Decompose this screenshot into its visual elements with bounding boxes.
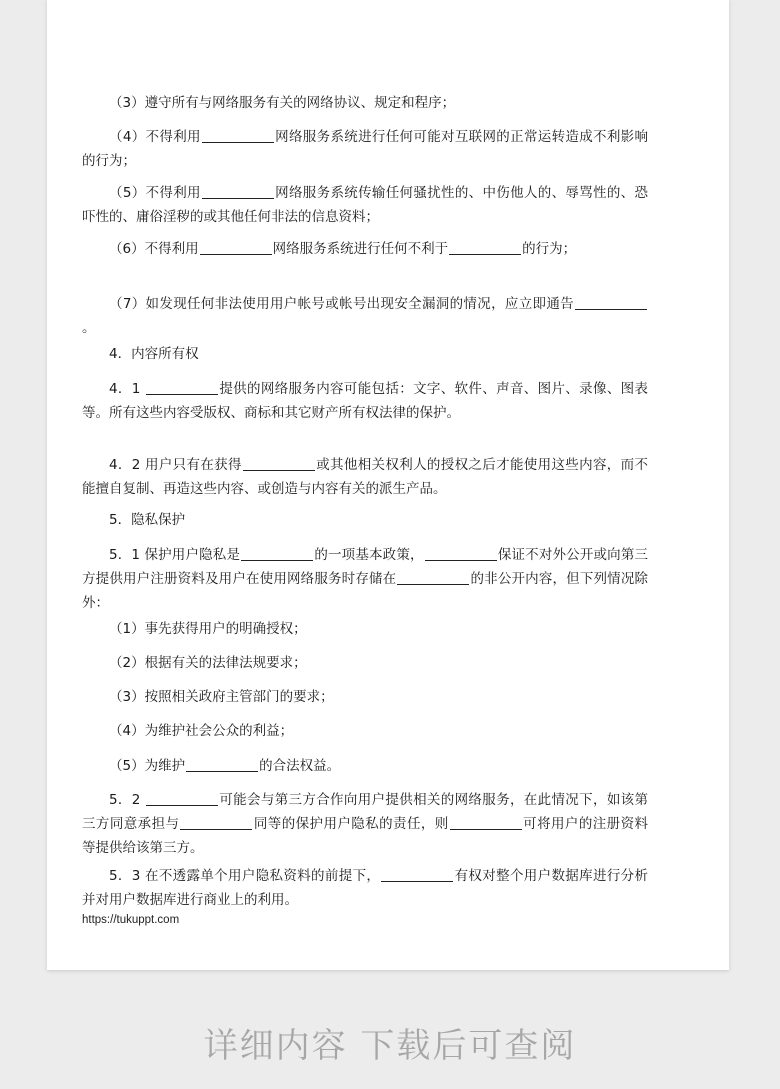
fill-in-blank	[186, 755, 258, 772]
paragraph-text: 5．2	[109, 792, 145, 808]
fill-in-blank	[241, 544, 313, 561]
paragraph-text: 的非公开内容，但下列情况除外：	[82, 571, 649, 611]
paragraph	[82, 864, 648, 912]
fill-in-blank	[381, 865, 453, 882]
fill-in-blank	[425, 544, 497, 561]
paragraph-text: （5）不得利用	[109, 185, 201, 201]
paragraph-text: （3）按照相关政府主管部门的要求；	[109, 689, 334, 705]
paragraph-text: 网络服务系统进行任何可能对互联网的正常运转造成不利影响的行为；	[82, 129, 649, 169]
paragraph-text: （3）遵守所有与网络服务有关的网络协议、规定和程序；	[109, 95, 456, 111]
paragraph	[82, 377, 648, 425]
paragraph-text: 可将用户的注册资料等提供给该第三方。	[82, 816, 649, 856]
paragraph-text: 网络服务系统进行任何不利于	[272, 241, 449, 257]
source-url[interactable]: https://tukuppt.com	[82, 914, 180, 926]
paragraph	[82, 453, 648, 501]
paragraph-text: 提供的网络服务内容可能包括：文字、软件、声音、图片、录像、图表等。所有这些内容受版权、商标和其它财产所有权法律的保护。	[82, 381, 648, 421]
fill-in-blank	[146, 378, 218, 395]
paragraph-text: 的合法权益。	[259, 758, 341, 774]
paragraph-text: 网络服务系统传输任何骚扰性的、中伤他人的、辱骂性的、恐吓性的、庸俗淫秽的或其他任何非法的信息资料；	[82, 185, 649, 225]
paragraph-text: 4．1	[109, 381, 145, 397]
fill-in-blank	[146, 789, 218, 806]
paragraph	[82, 651, 648, 675]
paragraph-text: 的一项基本政策，	[314, 547, 424, 563]
paragraph-text: 5．1 保护用户隐私是	[109, 547, 241, 563]
paragraph	[82, 788, 648, 860]
paragraph	[82, 719, 648, 743]
fill-in-blank	[397, 568, 469, 585]
paragraph-text: （2）根据有关的法律法规要求；	[109, 655, 307, 671]
fill-in-blank	[180, 813, 252, 830]
paragraph-text: 5．隐私保护	[109, 512, 186, 528]
paragraph	[82, 181, 648, 229]
paragraph-text: 。	[82, 320, 96, 336]
paragraph	[82, 125, 648, 173]
paragraph-text: （4）为维护社会公众的利益；	[109, 723, 294, 739]
paragraph-text: 有权对整个用户数据库进行分析并对用户数据库进行商业上的利用。	[82, 868, 648, 908]
paragraph-text: 可能会与第三方合作向用户提供相关的网络服务，在此情况下，如该第三方同意承担与	[82, 792, 648, 832]
paragraph-text: 4．内容所有权	[109, 346, 199, 362]
paragraph	[82, 617, 648, 641]
paragraph	[82, 543, 648, 615]
footer-note: 详细内容 下载后可查阅	[203, 1026, 577, 1066]
fill-in-blank	[575, 293, 647, 310]
paragraph-text: 同等的保护用户隐私的责任，则	[253, 816, 449, 832]
paragraph-text: （1）事先获得用户的明确授权；	[109, 621, 307, 637]
paragraph-text: 4．2 用户只有在获得	[109, 457, 242, 473]
paragraph-text: 保证不对外公开或向第三方提供用户注册资料及用户在使用网络服务时存储在	[82, 547, 649, 587]
paragraph-text: （6）不得利用	[109, 241, 199, 257]
fill-in-blank	[450, 813, 522, 830]
paragraph-text: （7）如发现任何非法使用用户帐号或帐号出现安全漏洞的情况，应立即通告	[109, 296, 574, 312]
paragraph	[82, 237, 648, 261]
paragraph	[82, 91, 648, 115]
fill-in-blank	[202, 182, 274, 199]
paragraph-text: 5．3 在不透露单个用户隐私资料的前提下，	[109, 868, 381, 884]
paragraph-text: 的行为；	[522, 241, 577, 257]
paragraph-text: 或其他相关权利人的授权之后才能使用这些内容，而不能擅自复制、再造这些内容、或创造与内容有关的派生产品。	[82, 457, 648, 497]
fill-in-blank	[449, 238, 521, 255]
fill-in-blank	[200, 238, 272, 255]
paragraph-text: （5）为维护	[109, 758, 186, 774]
fill-in-blank	[243, 454, 315, 471]
paragraph	[82, 342, 648, 366]
fill-in-blank	[202, 126, 274, 143]
paragraph-text: （4）不得利用	[109, 129, 201, 145]
paragraph	[82, 685, 648, 709]
paragraph	[82, 508, 648, 532]
paragraph	[82, 754, 648, 778]
paragraph	[82, 292, 648, 340]
